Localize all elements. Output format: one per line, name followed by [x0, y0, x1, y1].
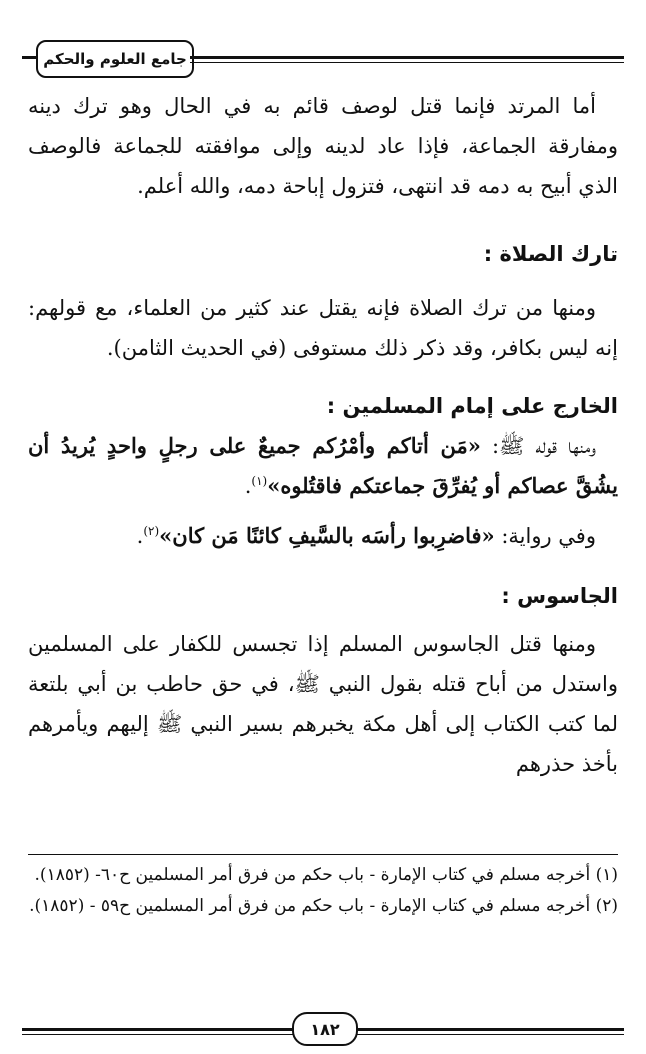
footnote-ref-2[interactable]: (٢) [143, 524, 160, 538]
footnote-1: (١) أخرجه مسلم في كتاب الإمارة - باب حكم من فرق أمر المسلمين ح٦٠- (١٨٥٢). [34, 865, 618, 885]
header-rule [190, 56, 624, 59]
header-rule-left [22, 56, 36, 59]
rebel-hadith-quote: «مَن أتاكم وأمْرُكم جميعٌ على رجلٍ واحدٍ يُريدُ أن يشُقَّ عصاكم أو يُفرِّقَ جماعتكم فاقتُلوه» [28, 433, 618, 498]
section-heading-rebel: الخارج على إمام المسلمين : [326, 394, 618, 418]
prayer-paragraph: ومنها من ترك الصلاة فإنه يقتل عند كثير من العلماء، مع قولهم: إنه ليس بكافر، وقد ذكر ذلك مستوفى (في الحديث الثامن). [28, 296, 618, 360]
spy-paragraph: ومنها قتل الجاسوس المسلم إذا تجسس للكفار على المسلمين واستدل من أباح قتله بقول النبي ﷺ، في حق حاطب بن أبي بلتعة لما كتب الكتاب إلى أهل مكة يخبرهم بسير النبي ﷺ إليهم ويأمرهم بأخذ حذرهم [28, 632, 618, 776]
narration-hadith-quote: «فاضرِبوا رأسَه بالسَّيفِ كائنًا مَن كان» [159, 523, 495, 548]
rebel-intro: ومنها قوله ﷺ: [480, 434, 596, 458]
rebel-paragraph: ومنها قوله ﷺ: «مَن أتاكم وأمْرُكم جميعٌ على رجلٍ واحدٍ يُريدُ أن يشُقَّ عصاكم أو يُفرِّقَ جماعتكم فاقتُلوه»$^{(١)}$. [28, 433, 618, 498]
footnotes [28, 860, 618, 922]
footnote-ref-1[interactable]: (١) [251, 474, 268, 488]
running-header-title: جامع العلوم والحكم [36, 40, 194, 78]
page-number: ١٨٢ [292, 1012, 358, 1046]
intro-paragraph: أما المرتد فإنما قتل لوصف قائم به في الحال وهو ترك دينه ومفارقة الجماعة، فإذا عاد لدينه وإلى موافقته للجماعة فالوصف الذي أبيح به دمه قد انتهى، فتزول إباحة دمه، والله أعلم. [28, 94, 618, 198]
page-body [28, 86, 618, 784]
footnote-separator [28, 854, 618, 855]
section-heading-spy: الجاسوس : [501, 584, 618, 608]
narration-intro: وفي رواية: [494, 524, 596, 548]
narration-paragraph: وفي رواية: «فاضرِبوا رأسَه بالسَّيفِ كائنًا مَن كان»$^{(٢)}$. [136, 523, 596, 548]
footnote-2: (٢) أخرجه مسلم في كتاب الإمارة - باب حكم من فرق أمر المسلمين ح٥٩ - (١٨٥٢). [29, 896, 618, 916]
section-heading-prayer: تارك الصلاة : [483, 242, 618, 266]
